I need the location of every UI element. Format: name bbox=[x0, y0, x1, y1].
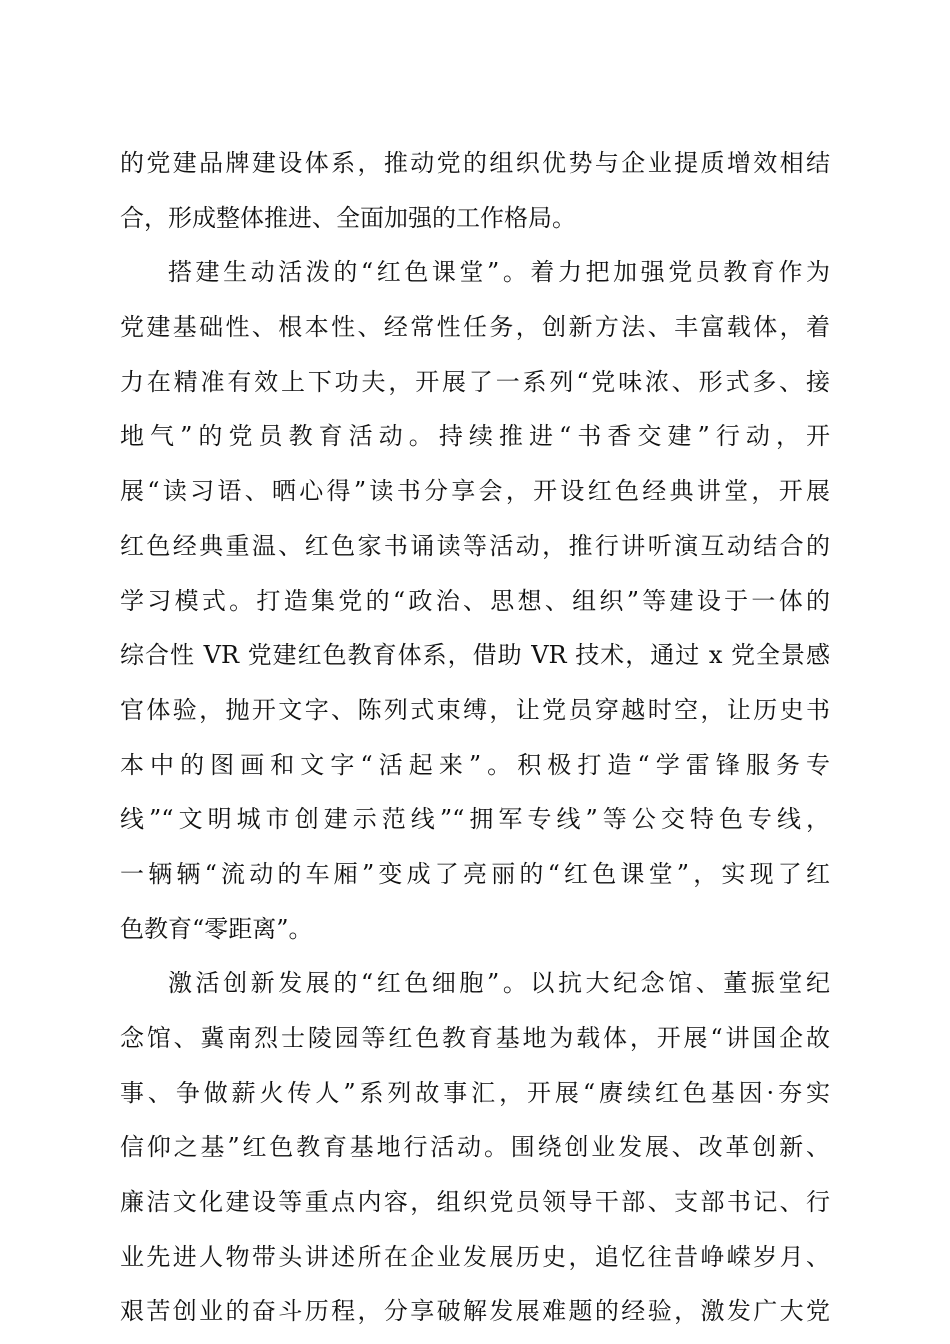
text-line: 地气”的党员教育活动。持续推进“书香交建”行动，开 bbox=[120, 422, 830, 451]
text-line: 事、争做薪火传人”系列故事汇，开展“赓续红色基因·夯实 bbox=[120, 1078, 830, 1107]
text-line: 学习模式。打造集党的“政治、思想、组织”等建设于一体的 bbox=[120, 586, 830, 615]
body-text bbox=[120, 136, 830, 1339]
text-line: 艰苦创业的奋斗历程，分享破解发展难题的经验，激发广大党 bbox=[120, 1297, 830, 1326]
text-line: 激活创新发展的“红色细胞”。以抗大纪念馆、董振堂纪 bbox=[168, 969, 830, 998]
text-line: 念馆、冀南烈士陵园等红色教育基地为载体，开展“讲国企故 bbox=[120, 1024, 830, 1052]
text-line: 综合性 VR 党建红色教育体系，借助 VR 技术，通过 x 党全景感 bbox=[120, 641, 830, 670]
paragraph bbox=[120, 956, 830, 1339]
text-line: 搭建生动活泼的“红色课堂”。着力把加强党员教育作为 bbox=[168, 258, 830, 287]
text-line: 业先进人物带头讲述所在企业发展历史，追忆往昔峥嵘岁月、 bbox=[120, 1242, 830, 1271]
text-line: 信仰之基”红色教育基地行活动。围绕创业发展、改革创新、 bbox=[120, 1133, 830, 1162]
text-line: 党建基础性、根本性、经常性任务，创新方法、丰富载体，着 bbox=[120, 313, 830, 342]
text-line: 的党建品牌建设体系，推动党的组织优势与企业提质增效相结 bbox=[120, 149, 830, 177]
text-line: 本中的图画和文字“活起来”。积极打造“学雷锋服务专 bbox=[120, 750, 830, 779]
text-line: 线”“文明城市创建示范线”“拥军专线”等公交特色专线， bbox=[120, 805, 830, 834]
text-line: 展“读习语、晒心得”读书分享会，开设红色经典讲堂，开展 bbox=[120, 477, 830, 506]
text-line: 红色经典重温、红色家书诵读等活动，推行讲听演互动结合的 bbox=[120, 531, 830, 560]
paragraph bbox=[120, 136, 830, 245]
text-line: 色教育“零距离”。 bbox=[120, 914, 313, 943]
text-line: 合，形成整体推进、全面加强的工作格局。 bbox=[120, 203, 576, 232]
text-line: 官体验，抛开文字、陈列式束缚，让党员穿越时空，让历史书 bbox=[120, 695, 830, 724]
text-line: 一辆辆“流动的车厢”变成了亮丽的“红色课堂”，实现了红 bbox=[120, 859, 830, 888]
text-line: 廉洁文化建设等重点内容，组织党员领导干部、支部书记、行 bbox=[120, 1188, 830, 1217]
paragraph bbox=[120, 245, 830, 956]
text-line: 力在精准有效上下功夫，开展了一系列“党味浓、形式多、接 bbox=[120, 367, 830, 396]
